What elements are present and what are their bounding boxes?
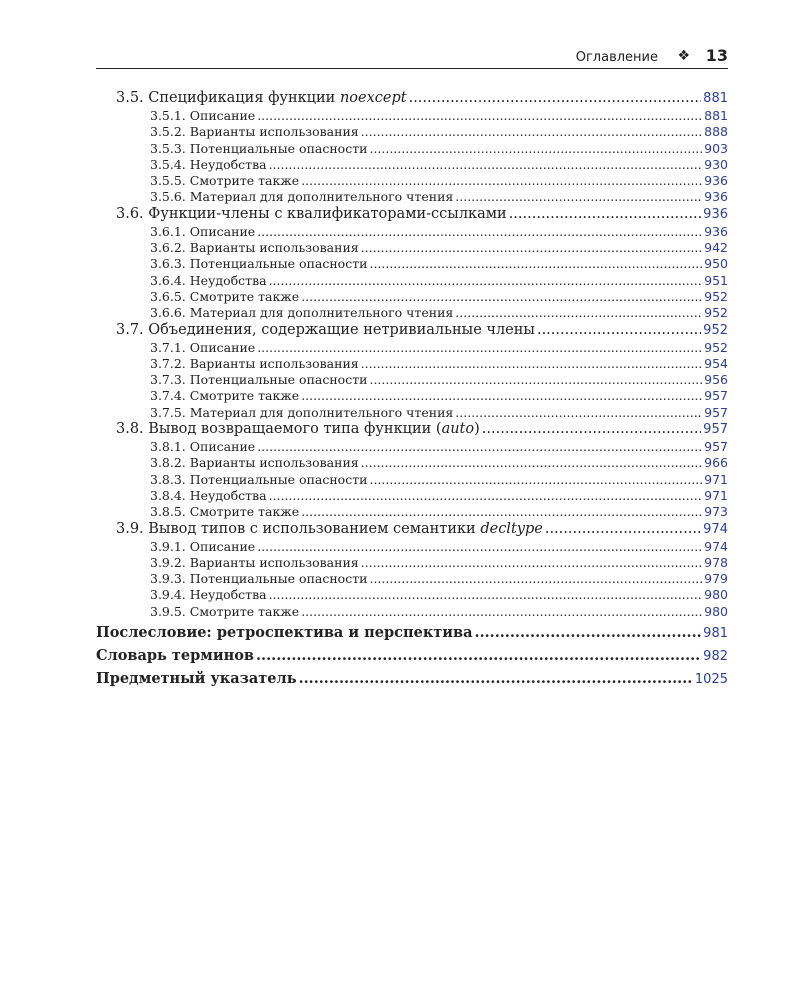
toc-section-entry[interactable]: [96, 90, 728, 108]
toc-entry-label: [150, 340, 255, 355]
toc-page-link[interactable]: 973: [704, 504, 728, 520]
dot-leader: [482, 421, 701, 437]
toc-section-entry[interactable]: [96, 322, 728, 340]
toc-subsection-entry[interactable]: [96, 141, 728, 157]
toc-page-link[interactable]: 1025: [694, 672, 728, 688]
toc-page-link[interactable]: 957: [704, 388, 728, 404]
dot-leader: [256, 647, 701, 664]
toc-page-link[interactable]: 980: [704, 587, 728, 603]
toc-entry-text: 3.5.5. Смотрите также: [150, 173, 300, 189]
dot-leader: [369, 372, 702, 387]
toc-entry-label: [150, 305, 453, 320]
dot-leader: [301, 504, 702, 519]
toc-subsection-entry[interactable]: [96, 340, 728, 356]
toc-entry-label: [150, 405, 453, 420]
dot-leader: [299, 670, 693, 687]
toc-page-link[interactable]: 951: [704, 272, 728, 288]
dot-leader: [257, 108, 702, 123]
toc-entry-text: 3.5.3. Потенциальные опасности: [150, 140, 368, 156]
toc-entry-text: 3.6.3. Потенциальные опасности: [150, 256, 368, 272]
toc-entry-text: 3.5.6. Материал для дополнительного чтения: [150, 189, 454, 205]
toc-page-link[interactable]: 956: [704, 372, 728, 388]
toc-entry-text: 3.7.2. Варианты использования: [150, 355, 359, 371]
toc-entry-text: 3.5.2. Варианты использования: [150, 124, 359, 140]
toc-page-link[interactable]: 936: [703, 206, 728, 222]
toc-subsection-entry[interactable]: [96, 555, 728, 571]
toc-entry-text: 3.6.6. Материал для дополнительного чтения: [150, 305, 454, 321]
toc-subsection-entry[interactable]: [96, 289, 728, 305]
toc-entry-text: Послесловие: ретроспектива и перспектива: [96, 624, 473, 642]
toc-page-link[interactable]: 982: [703, 649, 728, 665]
dot-leader: [301, 289, 702, 304]
toc-entry-label: [116, 421, 480, 437]
dot-leader: [257, 539, 702, 554]
toc-entry-text: 3.6.2. Варианты использования: [150, 240, 359, 256]
dot-leader: [545, 521, 701, 537]
toc-entry-label: [150, 108, 255, 123]
toc-subsection-entry[interactable]: [96, 124, 728, 140]
toc-subsection-entry[interactable]: [96, 157, 728, 173]
toc-page-link[interactable]: 954: [704, 355, 728, 371]
toc-page-link[interactable]: 930: [704, 156, 728, 172]
toc-chapter-entry[interactable]: [96, 647, 728, 670]
toc-subsection-entry[interactable]: [96, 372, 728, 388]
dot-leader: [369, 571, 702, 586]
toc-subsection-entry[interactable]: [96, 455, 728, 471]
dot-leader: [475, 624, 702, 641]
toc-entry-text: 3.9. Вывод типов с использованием семантики: [116, 520, 481, 537]
dot-leader: [361, 455, 702, 470]
dot-leader: [269, 587, 703, 602]
toc-entry-code-term: auto: [441, 421, 475, 438]
toc-subsection-entry[interactable]: [96, 189, 728, 205]
toc-subsection-entry[interactable]: [96, 472, 728, 488]
toc-entry-label: [150, 289, 299, 304]
toc-page-link[interactable]: 942: [704, 240, 728, 256]
dot-leader: [269, 488, 703, 503]
page-number: 13: [705, 46, 728, 65]
toc-entry-label: [150, 240, 359, 255]
toc-section-entry[interactable]: [96, 421, 728, 439]
toc-section-entry[interactable]: [96, 521, 728, 539]
toc-entry-label: [150, 604, 299, 619]
toc-entry-label: [150, 224, 255, 239]
toc-entry-label: [116, 206, 507, 222]
toc-entry-text: 3.7. Объединения, содержащие нетривиальные члены: [116, 321, 535, 338]
toc-page-link[interactable]: 950: [704, 256, 728, 272]
toc-entry-text: 3.7.3. Потенциальные опасности: [150, 372, 368, 388]
toc-chapter-entry[interactable]: [96, 624, 728, 647]
toc-page-link[interactable]: 971: [704, 471, 728, 487]
toc-page-link[interactable]: 979: [704, 571, 728, 587]
toc-subsection-entry[interactable]: [96, 108, 728, 124]
toc-entry-label: [116, 322, 535, 338]
toc-entry-text: 3.9.4. Неудобства: [150, 587, 267, 603]
toc-entry-text: 3.8.4. Неудобства: [150, 487, 267, 503]
toc-entry-text: 3.7.4. Смотрите также: [150, 388, 300, 404]
dot-leader: [301, 173, 702, 188]
toc-page-link[interactable]: 936: [704, 189, 728, 205]
dot-leader: [361, 240, 702, 255]
toc-entry-text: 3.8.1. Описание: [150, 439, 256, 455]
dot-leader: [409, 90, 702, 106]
toc-entry-code-term: noexcept: [339, 90, 407, 106]
toc-entry-text: 3.5. Спецификация функции: [116, 90, 340, 106]
toc-entry-label: [150, 141, 367, 156]
toc-subsection-entry[interactable]: [96, 439, 728, 455]
toc-subsection-entry[interactable]: [96, 256, 728, 272]
toc-page-link[interactable]: 936: [704, 223, 728, 239]
dot-leader: [361, 356, 702, 371]
dot-leader: [257, 439, 702, 454]
toc-entry-label: [150, 504, 299, 519]
toc-entry-text: 3.9.3. Потенциальные опасности: [150, 571, 368, 587]
toc-page-link[interactable]: 980: [704, 603, 728, 619]
toc-entry-text: 3.6.4. Неудобства: [150, 272, 267, 288]
toc-page-link[interactable]: 971: [704, 487, 728, 503]
dot-leader: [369, 141, 702, 156]
toc-entry-text: 3.8. Вывод возвращаемого типа функции (: [116, 421, 442, 438]
dot-leader: [257, 340, 702, 355]
running-header-title: Оглавление: [575, 50, 658, 65]
toc-page-link[interactable]: 881: [703, 91, 728, 106]
dot-leader: [509, 206, 701, 222]
toc-entry-text-suffix: ): [474, 421, 480, 438]
toc-page-link[interactable]: 936: [704, 173, 728, 189]
toc-page-link[interactable]: 974: [704, 538, 728, 554]
toc-page-link[interactable]: 952: [704, 339, 728, 355]
toc-entry-text: 3.9.2. Варианты использования: [150, 554, 359, 570]
toc-subsection-entry[interactable]: [96, 571, 728, 587]
running-header: [96, 46, 728, 69]
toc-entry-label: [116, 90, 407, 106]
dot-leader: [301, 604, 702, 619]
toc-entry-text: 3.9.1. Описание: [150, 538, 256, 554]
dot-leader: [301, 388, 702, 403]
toc-subsection-entry[interactable]: [96, 173, 728, 189]
toc-subsection-entry[interactable]: [96, 388, 728, 404]
toc-page-link[interactable]: 888: [704, 124, 728, 140]
toc-page-link[interactable]: 903: [704, 140, 728, 156]
toc-entry-label: [150, 587, 267, 602]
toc-chapter-entry[interactable]: [96, 670, 728, 693]
toc-section-entry[interactable]: [96, 206, 728, 224]
dot-leader: [369, 256, 702, 271]
toc-page-link[interactable]: 957: [703, 422, 728, 438]
dot-leader: [455, 305, 702, 320]
toc-page-link[interactable]: 952: [703, 322, 728, 338]
toc-page-link[interactable]: 974: [703, 521, 728, 537]
toc-entry-text: 3.7.1. Описание: [150, 339, 256, 355]
ornament-icon: ❖: [677, 48, 690, 64]
toc-subsection-entry[interactable]: [96, 305, 728, 321]
toc-entry-label: [96, 624, 473, 641]
toc-entry-text: 3.5.1. Описание: [150, 108, 256, 123]
toc-entry-label: [150, 356, 359, 371]
toc-entry-label: [150, 388, 299, 403]
toc-page-link[interactable]: 952: [704, 288, 728, 304]
toc-entry-text: 3.6. Функции-члены с квалификаторами-ссылками: [116, 205, 507, 222]
dot-leader: [257, 224, 702, 239]
toc-entry-label: [150, 439, 255, 454]
toc-page-link[interactable]: 978: [704, 554, 728, 570]
toc-entry-text: Предметный указатель: [96, 670, 297, 688]
toc-entry-text: 3.8.2. Варианты использования: [150, 455, 359, 471]
toc-entry-text: 3.6.5. Смотрите также: [150, 288, 300, 304]
toc-entry-text: 3.5.4. Неудобства: [150, 156, 267, 172]
toc-entry-label: [150, 555, 359, 570]
toc-subsection-entry[interactable]: [96, 405, 728, 421]
dot-leader: [455, 189, 702, 204]
toc-entry-label: [150, 372, 367, 387]
toc-entry-code-term: decltype: [480, 520, 543, 537]
toc-subsection-entry[interactable]: [96, 224, 728, 240]
toc-entry-label: [150, 472, 367, 487]
toc-subsection-entry[interactable]: [96, 587, 728, 603]
toc-page-link[interactable]: 881: [704, 108, 728, 123]
toc-entry-label: [150, 157, 267, 172]
toc-entry-text: Словарь терминов: [96, 647, 254, 665]
toc-subsection-entry[interactable]: [96, 240, 728, 256]
toc-entry-text: 3.8.5. Смотрите также: [150, 504, 300, 520]
toc-page-link[interactable]: 952: [704, 305, 728, 321]
toc-entry-label: [96, 670, 297, 687]
toc-entry-label: [150, 189, 453, 204]
dot-leader: [361, 124, 702, 139]
toc-entry-label: [116, 521, 543, 537]
toc-entry-text: 3.6.1. Описание: [150, 223, 256, 239]
toc-subsection-entry[interactable]: [96, 504, 728, 520]
toc-entry-text: 3.8.3. Потенциальные опасности: [150, 471, 368, 487]
toc-page-link[interactable]: 957: [704, 439, 728, 455]
toc-entry-label: [150, 124, 359, 139]
dot-leader: [361, 555, 702, 570]
toc-entry-text: 3.7.5. Материал для дополнительного чтения: [150, 404, 454, 420]
dot-leader: [269, 157, 703, 172]
dot-leader: [455, 405, 702, 420]
toc-subsection-entry[interactable]: [96, 356, 728, 372]
dot-leader: [269, 273, 703, 288]
table-of-contents: [96, 90, 728, 693]
toc-subsection-entry[interactable]: [96, 539, 728, 555]
toc-entry-label: [150, 173, 299, 188]
toc-page-link[interactable]: 957: [704, 404, 728, 420]
dot-leader: [369, 472, 702, 487]
toc-page-link[interactable]: 966: [704, 455, 728, 471]
toc-entry-label: [150, 256, 367, 271]
toc-entry-text: 3.9.5. Смотрите также: [150, 603, 300, 619]
toc-subsection-entry[interactable]: [96, 488, 728, 504]
toc-entry-label: [150, 488, 267, 503]
toc-entry-label: [150, 455, 359, 470]
toc-subsection-entry[interactable]: [96, 604, 728, 620]
toc-entry-label: [96, 647, 254, 664]
dot-leader: [537, 322, 701, 338]
toc-subsection-entry[interactable]: [96, 273, 728, 289]
toc-entry-label: [150, 539, 255, 554]
toc-entry-label: [150, 571, 367, 586]
toc-page-link[interactable]: 981: [703, 626, 728, 642]
toc-entry-label: [150, 273, 267, 288]
